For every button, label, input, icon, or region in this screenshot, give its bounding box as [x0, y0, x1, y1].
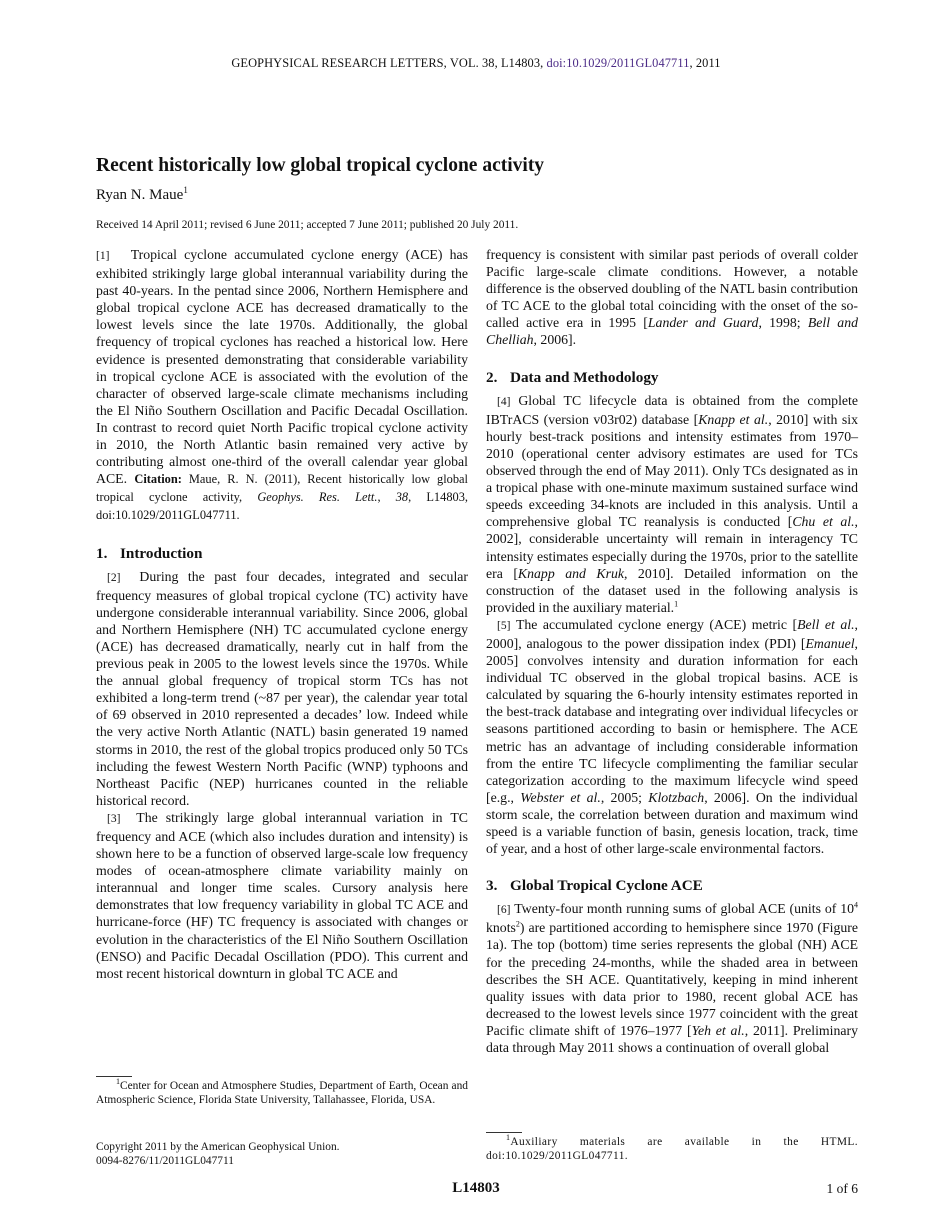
- auxiliary-footnote: [486, 1135, 858, 1163]
- citation-sep: ,: [377, 490, 396, 505]
- text: , 2000], analogous to the power dissipation index (PDI) [: [486, 616, 858, 651]
- paragraph-2: [96, 568, 468, 809]
- footnote-marker: 1: [116, 1077, 120, 1087]
- article-title: Recent historically low global tropical cyclone activity: [96, 155, 545, 176]
- section-number: 1.: [96, 544, 108, 562]
- left-column: [96, 246, 468, 982]
- text: Twenty-four month running sums of global ACE (units of 10: [514, 901, 854, 917]
- article-id: L14803: [452, 1180, 500, 1196]
- author-affil-sup: 1: [183, 185, 188, 195]
- superscript: 2: [515, 919, 520, 929]
- paragraph-3-continued: [486, 246, 858, 349]
- page-number: 1 of 6: [826, 1181, 858, 1196]
- paragraph-text: During the past four decades, integrated and secular frequency measures of global tropical cyclone (TC) activity have undergone considerable interannual variability. Since 2006, global and Northern Hemisphere (NH) TC accumulated cyclone energy (ACE) has decreased dramatically, nearly cut in half from the previous peak in 2005 to the lowest levels since the 1970s. While the annual global frequency of tropical storm TCs has not exhibited a long-term trend (~87 per year), the calendar year total of 69 observed in 2010 represented a decades’ low. Indeed while the very active North Atlantic (NATL) basin generated 19 named storms in 2010, the rest of the global tropics produced only 50 TCs including the fewest Western North Pacific (WNP) typhoons and Northeast Pacific (NEP) hurricanes counted in the reliable historical record.: [96, 568, 468, 808]
- paragraph-number: [5]: [497, 619, 511, 632]
- journal-info: GEOPHYSICAL RESEARCH LETTERS, VOL. 38, L14803,: [231, 56, 547, 70]
- doi-link[interactable]: doi:10.1029/2011GL047711: [546, 56, 690, 70]
- paragraph-number: [6]: [497, 904, 511, 917]
- text: , 1998;: [758, 315, 808, 331]
- text: frequency is consistent with similar past periods of overall colder Pacific large-scale climate conditions. However, a notable difference is the observed doubling of the NATL basin contribution of TC ACE to the global total coinciding with the onset of the so-called active era in 1995 [: [486, 247, 858, 331]
- section-title: Data and Methodology: [510, 368, 659, 386]
- section-heading-introduction: [96, 545, 468, 562]
- section-heading-data-methodology: [486, 369, 858, 386]
- running-header: [0, 56, 952, 71]
- reference: Emanuel: [805, 635, 855, 651]
- text: , 2006].: [533, 332, 577, 348]
- footnote-rule: [486, 1132, 522, 1133]
- text: , 2005;: [600, 789, 649, 805]
- paragraph-number: [4]: [497, 395, 511, 408]
- section-number: 2.: [486, 368, 498, 386]
- text: , 2010] with six hourly best-track positions and intensity estimates from 1970–2010 (operational center advisory estimates are used for TCs observed through the end of May 2011). Only TCs designated as in a tropical phase with one-minute maximum sustained surface wind speeds exceeding 34-knots are included in this analysis. Until a comprehensive global TC reanalysis is conducted [: [486, 411, 858, 530]
- citation-post: , L14803, doi:10.1029/2011GL047711.: [96, 490, 469, 523]
- text: , 2006]. On the individual storm scale, the correlation between duration and maximum wind speed is a variable function of basin, genesis location, track, time of year, and a host of other large-scale environmental factors.: [486, 789, 859, 857]
- footnote-marker: 1: [506, 1133, 511, 1143]
- citation-journal: Geophys. Res. Lett.: [257, 490, 378, 505]
- text: , 2011]. Preliminary data through May 2011 shows a continuation of overall global: [486, 1022, 859, 1056]
- paragraph-3: [96, 809, 468, 982]
- paragraph-number: [2]: [107, 571, 121, 584]
- reference: Webster et al.: [520, 789, 601, 805]
- abstract-text: Tropical cyclone accumulated cyclone energy (ACE) has exhibited strikingly large global interannual variability during the past 40-years. In the pentad since 2006, Northern Hemisphere and global tropical cyclone ACE has decreased dramatically to the lowest levels since the late 1970s. Additionally, the global frequency of tropical cyclones has reached a historical low. Here evidence is presented demonstrating that considerable variability in tropical cyclone ACE is associated with the evolution of the character of observed large-scale climate mechanisms including the El Niño Southern Oscillation and Pacific Decadal Oscillation. In contrast to record quiet North Pacific tropical cyclone activity in 2010, the North Atlantic basin remained very active by contributing almost one-third of the overall calendar year global ACE.: [96, 247, 469, 487]
- reference: Yeh et al.: [691, 1022, 745, 1038]
- reference: Klotzbach: [648, 789, 705, 805]
- copyright: [96, 1140, 340, 1168]
- issn-line: 0094-8276/11/2011GL047711: [96, 1155, 234, 1167]
- text: The accumulated cyclone energy (ACE) metric [: [515, 616, 798, 632]
- right-footnote: [486, 1132, 858, 1163]
- section-title: Introduction: [120, 544, 203, 562]
- footnote-text: Center for Ocean and Atmosphere Studies, Department of Earth, Ocean and Atmospheric Science, Florida State University, Tallahassee, Florida, USA.: [96, 1080, 468, 1107]
- right-column: [486, 246, 858, 1056]
- reference: Chu et al.: [792, 514, 855, 530]
- reference: Knapp and Kruk: [517, 565, 624, 581]
- text: knots: [486, 920, 516, 936]
- left-footnote: [96, 1076, 468, 1107]
- footnote-text: Auxiliary materials are available in the HTML. doi:10.1029/2011GL047711.: [486, 1136, 858, 1163]
- footnote-rule: [96, 1076, 132, 1077]
- text: Global TC lifecycle data is obtained from the complete IBTrACS (version v03r02) database [: [486, 392, 858, 427]
- section-title: Global Tropical Cyclone ACE: [510, 877, 703, 895]
- section-number: 3.: [486, 877, 498, 895]
- reference: Bell and Chelliah: [486, 315, 858, 348]
- abstract: [96, 246, 468, 525]
- superscript: 4: [854, 900, 858, 910]
- paragraph-number: [1]: [96, 250, 110, 262]
- text: ) are partitioned according to hemisphere since 1970 (Figure 1a). The top (bottom) time series represents the global (NH) ACE for the preceding 24-months, while the shaded area in between describes the SH ACE. Quantitatively, keeping in mind inherent quality issues with data prior to 1980, recent global ACE has decreased to the lowest levels since 1977 coincident with the great Pacific climate shift of 1976–1977 [: [486, 920, 858, 1038]
- paragraph-5: [486, 616, 858, 857]
- author-line: [96, 187, 188, 204]
- reference: Lander and Guard: [647, 315, 759, 331]
- reference: Bell et al.: [797, 616, 855, 632]
- text: , 2010]. Detailed information on the construction of the dataset used in the following analysis is provided in the auxiliary material.: [486, 565, 859, 615]
- section-heading-global-tc-ace: [486, 877, 858, 894]
- paragraph-6: [486, 900, 858, 1056]
- header-year: , 2011: [689, 56, 721, 70]
- author-name: Ryan N. Maue: [96, 187, 184, 203]
- text: , 2005] convolves intensity and duration information for each individual TC observed in the global tropical basins. ACE is calculated by squaring the 6-hourly intensity estimates reported in the best-track database and integrating over individual lifecycles or seasons partitioned according to basin or hemisphere. The ACE metric has an advantage of including considerable information from the entire TC lifecycle complimenting the familiar secular categorization according to the maximum lifecycle wind speed [e.g.,: [486, 635, 858, 805]
- received-dates: Received 14 April 2011; revised 6 June 2011; accepted 7 June 2011; published 20 July 2011.: [96, 219, 519, 231]
- affiliation-footnote: [96, 1079, 468, 1107]
- citation-volume: 38: [395, 490, 409, 505]
- text: , 2002], considerable uncertainty will remain in interagency TC intensity estimates especially during the 1970s, prior to the satellite era [: [486, 514, 858, 581]
- footnote-marker[interactable]: 1: [674, 599, 679, 609]
- paragraph-4: [486, 392, 858, 616]
- paragraph-number: [3]: [107, 812, 121, 825]
- reference: Knapp et al.: [698, 411, 769, 427]
- paragraph-text: The strikingly large global interannual variation in TC frequency and ACE (which also includes duration and intensity) is shown here to be a function of observed large-scale low frequency modes of ocean-atmosphere climate variability mainly on interannual and longer time scales. Cursory analysis here demonstrates that low frequency variability in global TC ACE and hurricane-force (HF) TC frequency is associated with changes or evolution in the characteristics of the El Niño Southern Oscillation (ENSO) and Pacific Decadal Oscillation (PDO). This current and most recent historical downturn in global TC ACE and: [96, 809, 468, 981]
- citation-label: Citation:: [134, 472, 182, 487]
- citation-pre: Maue, R. N. (2011), Recent historically low global tropical cyclone activity,: [96, 472, 468, 505]
- copyright-line: Copyright 2011 by the American Geophysical Union.: [96, 1141, 340, 1153]
